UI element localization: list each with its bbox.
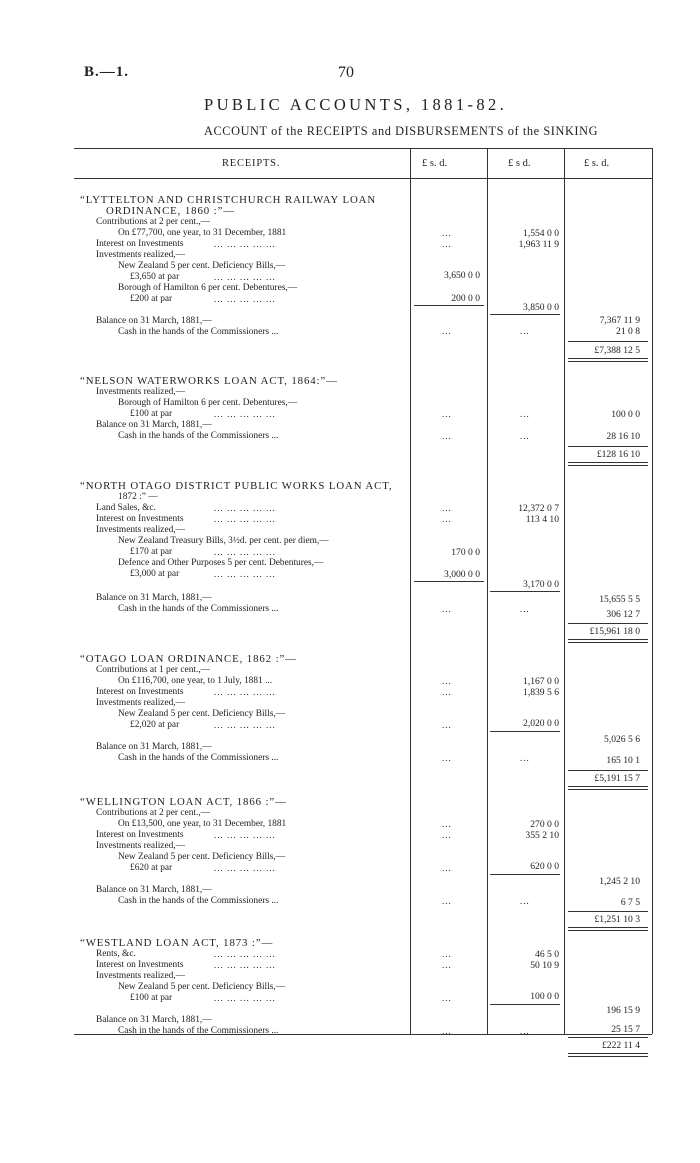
total-double-rule	[568, 927, 648, 931]
leader-dots: ...	[442, 949, 452, 959]
amount: 1,963 11 9	[518, 239, 559, 250]
section-total: £7,388 12 5	[594, 345, 640, 356]
leader-dots: ... ... ... ... ...	[214, 687, 276, 697]
line-item: Borough of Hamilton 6 per cent. Debentures,—	[118, 283, 298, 293]
leader-dots: ... ... ... ... ...	[214, 830, 276, 840]
amount: 1,245 2 10	[599, 876, 640, 887]
line-item: £3,650 at par	[130, 272, 180, 282]
amount: 355 2 10	[525, 830, 559, 841]
amount: 196 15 9	[606, 1005, 640, 1016]
page-title: PUBLIC ACCOUNTS, 1881-82.	[204, 95, 508, 114]
leader-dots: ...	[442, 326, 452, 336]
section-total: £5,191 15 7	[594, 773, 640, 784]
column-divider	[564, 148, 565, 1034]
leader-dots: ... ... ... ... ...	[214, 514, 276, 524]
column-divider	[487, 148, 488, 1034]
leader-dots: ...	[520, 604, 530, 614]
amount: 113 4 10	[525, 514, 559, 525]
total-rule	[568, 623, 648, 624]
subtotal: 2,020 0 0	[523, 718, 559, 729]
leader-dots: ... ... ... ... ...	[214, 569, 276, 579]
line-item: £100 at par	[130, 409, 173, 419]
section-heading-cont: ORDINANCE, 1860 :”—	[106, 205, 235, 217]
leader-dots: ...	[520, 431, 530, 441]
line-item: Contributions at 2 per cent.,—	[96, 808, 211, 818]
line-item: £100 at par	[130, 993, 173, 1003]
leader-dots: ...	[442, 1026, 452, 1036]
line-item: Borough of Hamilton 6 per cent. Debentures,—	[118, 398, 298, 408]
column-divider	[410, 148, 411, 1034]
leader-dots: ...	[442, 819, 452, 829]
leader-dots: ...	[442, 676, 452, 686]
leader-dots: ...	[442, 239, 452, 249]
amount: 15,655 5 5	[599, 594, 640, 605]
amount: 1,839 5 6	[523, 687, 559, 698]
leader-dots: ...	[520, 1026, 530, 1036]
amount: 12,372 0 7	[518, 503, 559, 514]
subtotal-rule	[414, 581, 484, 582]
subtotal-rule	[490, 731, 560, 732]
leader-dots: ...	[442, 830, 452, 840]
leader-dots: ...	[520, 896, 530, 906]
line-item: New Zealand 5 per cent. Deficiency Bills,—	[118, 852, 286, 862]
line-item: Cash in the hands of the Commissioners ...	[118, 896, 279, 906]
leader-dots: ... ... ... ... ...	[214, 409, 276, 419]
section-heading: “WELLINGTON LOAN ACT, 1866 :”—	[80, 796, 287, 808]
section-heading: “WESTLAND LOAN ACT, 1873 :”—	[80, 937, 274, 949]
section-heading-cont: 1872 :” —	[118, 492, 158, 502]
subtotal-rule	[490, 1004, 560, 1005]
column-3-header: £ s. d.	[584, 158, 610, 169]
amount: 21 0 8	[616, 326, 640, 337]
page-number: 70	[338, 64, 354, 81]
total-double-rule	[568, 786, 648, 790]
total-double-rule	[568, 639, 648, 643]
leader-dots: ...	[520, 409, 530, 419]
line-item: Defence and Other Purposes 5 per cent. Debentures,—	[118, 558, 324, 568]
amount: 3,650 0 0	[444, 270, 480, 281]
line-item: Contributions at 1 per cent.,—	[96, 665, 211, 675]
table-header-rule	[74, 178, 652, 179]
amount: 306 12 7	[606, 609, 640, 620]
line-item: New Zealand 5 per cent. Deficiency Bills,—	[118, 982, 286, 992]
leader-dots: ... ... ... ... ...	[214, 294, 276, 304]
line-item: Rents, &c.	[96, 949, 136, 959]
leader-dots: ...	[442, 687, 452, 697]
line-item: Balance on 31 March, 1881,—	[96, 593, 212, 603]
section-heading: “LYTTELTON AND CHRISTCHURCH RAILWAY LOAN	[80, 194, 377, 206]
line-item: On £77,700, one year, to 31 December, 1881	[118, 228, 287, 238]
amount: 100 0 0	[611, 409, 640, 420]
leader-dots: ... ... ... ... ...	[214, 960, 276, 970]
column-2-header: £ s d.	[508, 158, 531, 169]
subtotal-rule	[414, 305, 484, 306]
line-item: Balance on 31 March, 1881,—	[96, 885, 212, 895]
subtotal: 3,850 0 0	[523, 302, 559, 313]
amount: 28 16 10	[606, 431, 640, 442]
amount: 7,367 11 9	[599, 315, 640, 326]
leader-dots: ... ... ... ... ...	[214, 272, 276, 282]
account-subtitle: ACCOUNT of the RECEIPTS and DISBURSEMENTS of the SINKING	[204, 124, 599, 138]
leader-dots: ... ... ... ... ...	[214, 239, 276, 249]
total-rule	[568, 446, 648, 447]
line-item: Balance on 31 March, 1881,—	[96, 420, 212, 430]
total-rule	[568, 911, 648, 912]
section-total: £222 11 4	[601, 1040, 640, 1051]
leader-dots: ...	[442, 720, 452, 730]
line-item: New Zealand 5 per cent. Deficiency Bills,—	[118, 709, 286, 719]
line-item: On £116,700, one year, to 1 July, 1881 ...	[118, 676, 273, 686]
line-item: New Zealand 5 per cent. Deficiency Bills,—	[118, 261, 286, 271]
leader-dots: ... ... ... ... ...	[214, 547, 276, 557]
total-rule	[568, 770, 648, 771]
receipts-column-header: RECEIPTS.	[222, 158, 281, 169]
column-divider	[652, 148, 653, 1034]
section-total: £15,961 18 0	[589, 626, 640, 637]
subtotal: 620 0 0	[530, 861, 559, 872]
leader-dots: ...	[520, 753, 530, 763]
section-heading: “NELSON WATERWORKS LOAN ACT, 1864:”—	[80, 375, 338, 387]
line-item: Investments realized,—	[96, 971, 186, 981]
line-item: Balance on 31 March, 1881,—	[96, 742, 212, 752]
line-item: Balance on 31 March, 1881,—	[96, 316, 212, 326]
section-heading: “OTAGO LOAN ORDINANCE, 1862 :”—	[80, 653, 297, 665]
line-item: £3,000 at par	[130, 569, 180, 579]
subtotal-rule	[490, 314, 560, 315]
line-item: Cash in the hands of the Commissioners ...	[118, 1026, 279, 1036]
leader-dots: ...	[442, 993, 452, 1003]
table-top-rule	[74, 148, 652, 149]
leader-dots: ... ... ... ... ...	[214, 720, 276, 730]
leader-dots: ...	[442, 604, 452, 614]
column-1-header: £ s. d.	[422, 158, 448, 169]
line-item: £170 at par	[130, 547, 173, 557]
line-item: Investments realized,—	[96, 387, 186, 397]
leader-dots: ...	[520, 326, 530, 336]
leader-dots: ...	[442, 863, 452, 873]
leader-dots: ...	[442, 431, 452, 441]
amount: 170 0 0	[451, 547, 480, 558]
amount: 3,000 0 0	[444, 569, 480, 580]
amount: 50 10 9	[530, 960, 559, 971]
line-item: Cash in the hands of the Commissioners ...	[118, 604, 279, 614]
total-double-rule	[568, 358, 648, 362]
amount: 270 0 0	[530, 819, 559, 830]
subtotal: 3,170 0 0	[523, 579, 559, 590]
leader-dots: ... ... ... ... ...	[214, 863, 276, 873]
section-total: £128 16 10	[596, 449, 640, 460]
amount: 1,554 0 0	[523, 228, 559, 239]
line-item: Balance on 31 March, 1881,—	[96, 1015, 212, 1025]
total-rule	[568, 341, 648, 342]
leader-dots: ...	[442, 228, 452, 238]
line-item: Cash in the hands of the Commissioners ...	[118, 431, 279, 441]
line-item: Interest on Investments	[96, 830, 184, 840]
line-item: Investments realized,—	[96, 250, 186, 260]
leader-dots: ...	[442, 409, 452, 419]
section-total: £1,251 10 3	[594, 914, 640, 925]
line-item: Interest on Investments	[96, 514, 184, 524]
line-item: Land Sales, &c.	[96, 503, 156, 513]
amount: 200 0 0	[451, 293, 480, 304]
subtotal-rule	[490, 874, 560, 875]
line-item: Cash in the hands of the Commissioners ...	[118, 753, 279, 763]
amount: 46 5 0	[535, 949, 559, 960]
amount: 1,167 0 0	[523, 676, 559, 687]
line-item: Contributions at 2 per cent.,—	[96, 217, 211, 227]
leader-dots: ...	[442, 753, 452, 763]
line-item: Investments realized,—	[96, 698, 186, 708]
leader-dots: ...	[442, 896, 452, 906]
line-item: Investments realized,—	[96, 841, 186, 851]
line-item: Interest on Investments	[96, 239, 184, 249]
section-heading: “NORTH OTAGO DISTRICT PUBLIC WORKS LOAN ACT,	[80, 480, 393, 492]
leader-dots: ... ... ... ... ...	[214, 503, 276, 513]
amount: 165 10 1	[606, 755, 640, 766]
line-item: On £13,500, one year, to 31 December, 1881	[118, 819, 287, 829]
line-item: £2,020 at par	[130, 720, 180, 730]
line-item: New Zealand Treasury Bills, 3½d. per cent. per diem,—	[118, 536, 329, 546]
line-item: Interest on Investments	[96, 687, 184, 697]
leader-dots: ...	[442, 960, 452, 970]
line-item: Interest on Investments	[96, 960, 184, 970]
leader-dots: ... ... ... ... ...	[214, 949, 276, 959]
amount: 25 15 7	[611, 1024, 640, 1035]
line-item: Cash in the hands of the Commissioners ...	[118, 327, 279, 337]
line-item: Investments realized,—	[96, 525, 186, 535]
total-double-rule	[568, 462, 648, 466]
line-item: £200 at par	[130, 294, 173, 304]
leader-dots: ...	[442, 514, 452, 524]
amount: 6 7 5	[620, 897, 640, 908]
subtotal-rule	[490, 591, 560, 592]
total-rule	[568, 1037, 648, 1038]
leader-dots: ...	[442, 503, 452, 513]
document-reference: B.—1.	[84, 64, 130, 80]
subtotal: 100 0 0	[530, 991, 559, 1002]
total-double-rule	[568, 1053, 648, 1057]
line-item: £620 at par	[130, 863, 173, 873]
leader-dots: ... ... ... ... ...	[214, 993, 276, 1003]
amount: 5,026 5 6	[604, 734, 640, 745]
